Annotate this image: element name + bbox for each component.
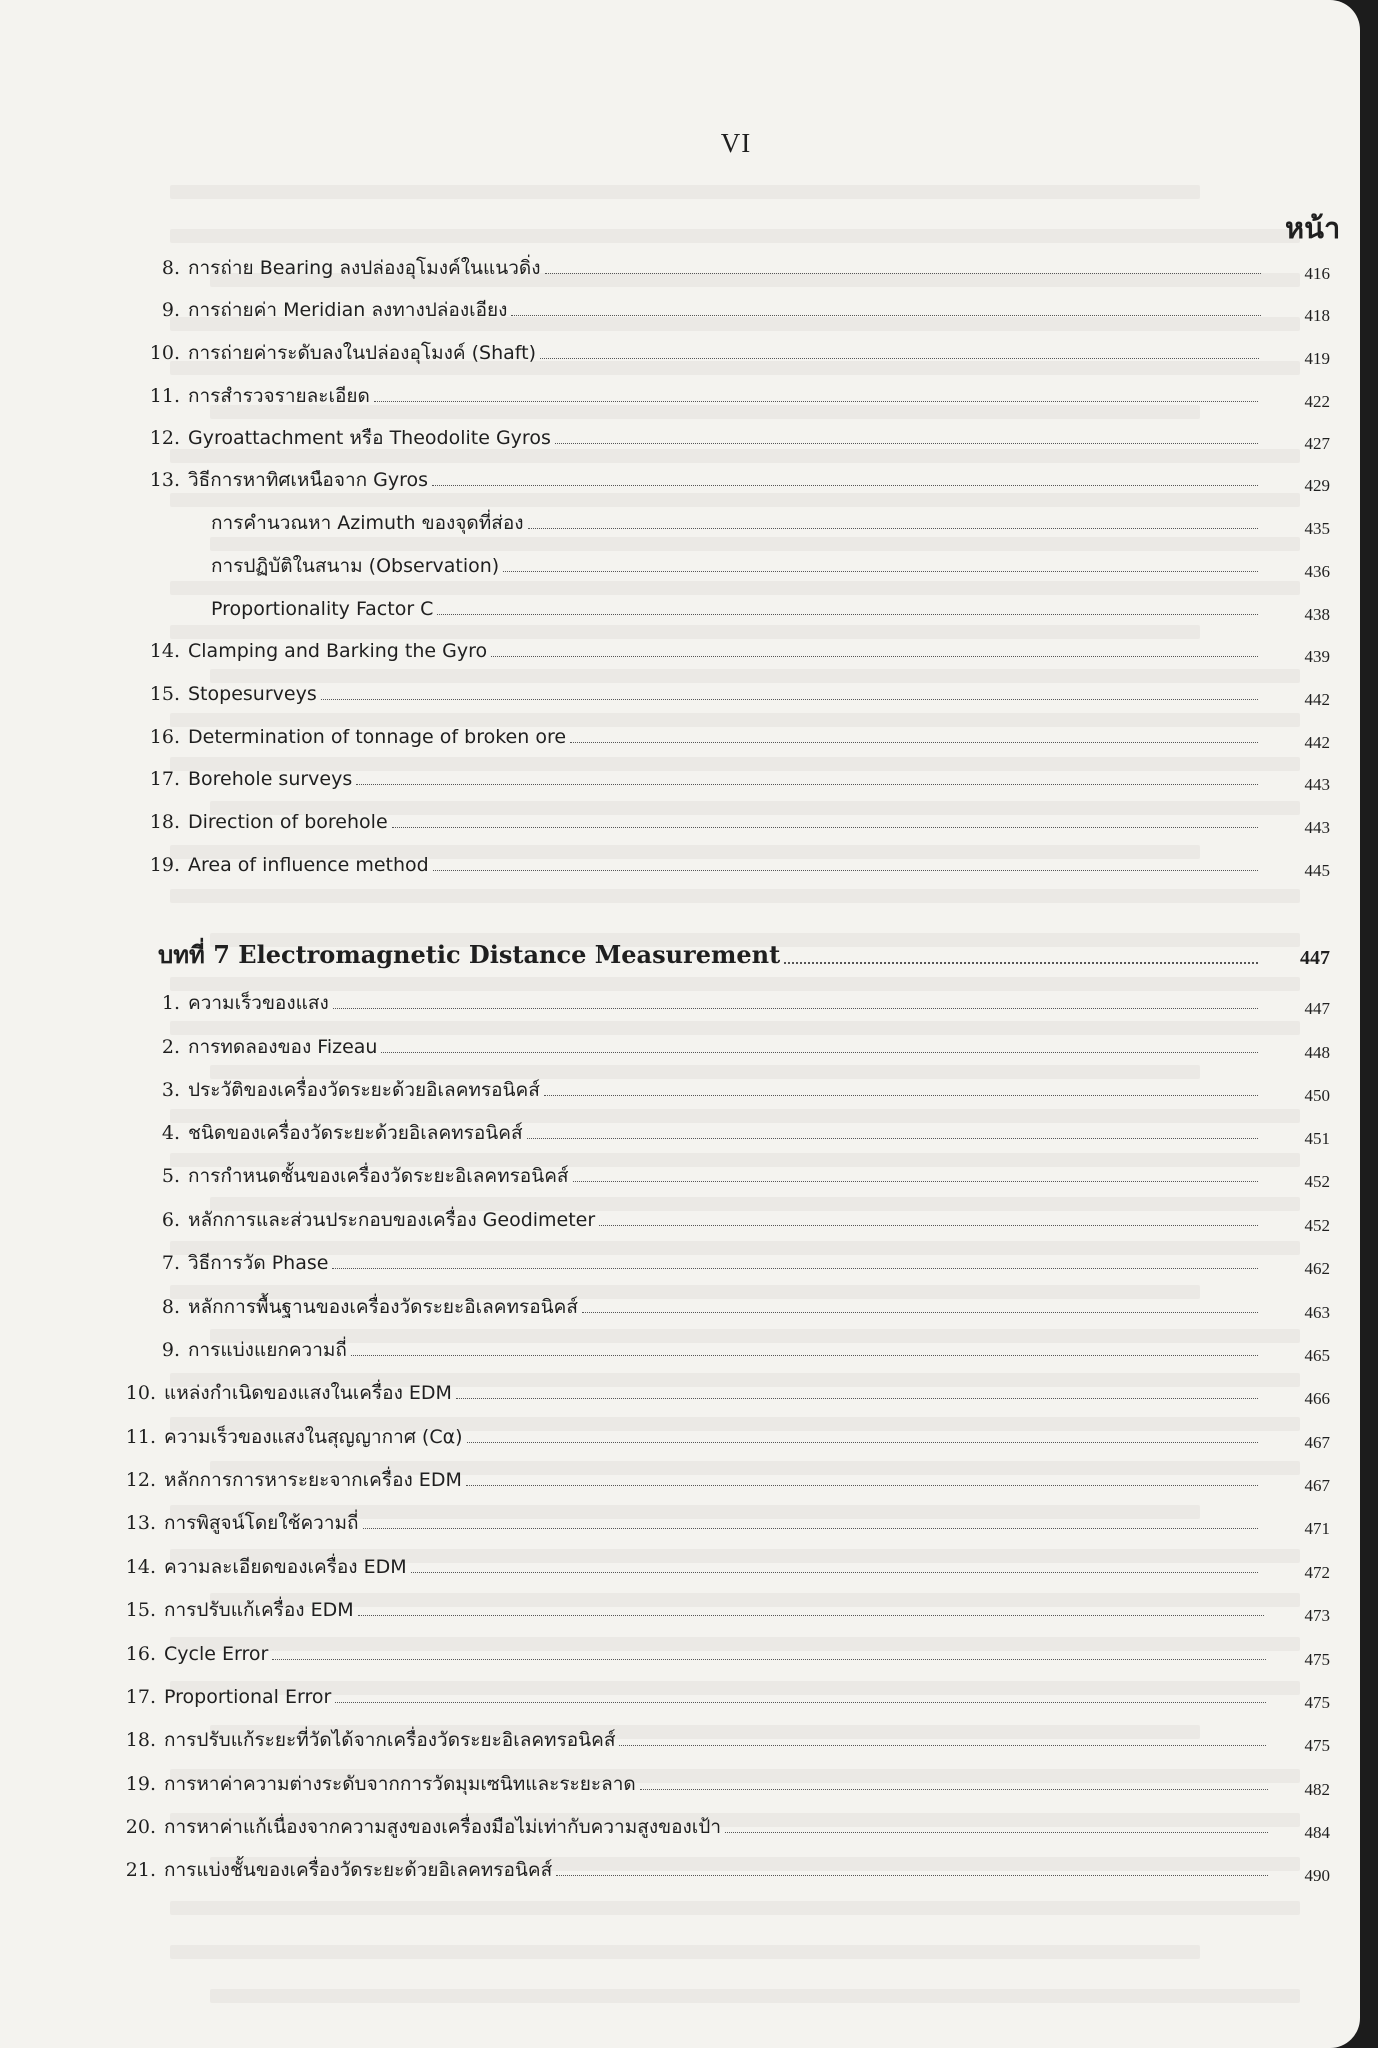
dot-leader	[381, 1052, 1258, 1053]
entry-page-number: 443	[1304, 818, 1330, 837]
entry-page-number: 427	[1304, 434, 1330, 453]
dot-leader	[356, 784, 1258, 785]
entry-number: 19.	[149, 854, 180, 876]
entry-page-number: 429	[1304, 476, 1330, 495]
entry-title: หลักการพื้นฐานของเครื่องวัดระยะอิเลคทรอนิคส์	[188, 1296, 578, 1318]
entry-number: 14.	[149, 640, 180, 662]
entry-number: 16.	[125, 1643, 156, 1665]
entry-page-number: 472	[1304, 1563, 1330, 1582]
entry-number: 18.	[149, 811, 180, 833]
entry-number: 7.	[161, 1252, 180, 1274]
entry-page-number: 452	[1304, 1216, 1330, 1235]
entry-title: การหาค่าความต่างระดับจากการวัดมุมเซนิทและระยะลาด	[164, 1773, 636, 1795]
dot-leader	[363, 1528, 1258, 1529]
dot-leader	[503, 571, 1258, 572]
entry-title: การปรับแก้ระยะที่วัดได้จากเครื่องวัดระยะอิเลคทรอนิคส์	[164, 1729, 616, 1751]
dot-leader	[456, 1398, 1258, 1399]
entry-title: ความเร็วของแสงในสุญญากาศ (Cα)	[164, 1426, 463, 1448]
toc-entry	[132, 378, 1262, 408]
entry-title: การพิสูจน์โดยใช้ความถี่	[164, 1512, 359, 1534]
entry-number: 5.	[161, 1165, 180, 1187]
entry-number: 11.	[149, 385, 180, 407]
toc-entry	[132, 250, 1265, 280]
toc-entry	[132, 761, 1262, 791]
entry-number: 16.	[149, 726, 180, 748]
dot-leader	[374, 401, 1258, 402]
entry-number: 13.	[149, 469, 180, 491]
entry-number: 10.	[149, 342, 180, 364]
entry-page-number: 471	[1304, 1519, 1330, 1538]
entry-title: Stopesurveys	[188, 683, 317, 705]
entry-number: 15.	[149, 683, 180, 705]
dot-leader	[332, 1268, 1258, 1269]
toc-entry	[132, 1029, 1262, 1059]
toc-entry	[108, 1636, 1270, 1666]
entry-number: 6.	[161, 1209, 180, 1231]
entry-number: 12.	[125, 1469, 156, 1491]
dot-leader	[437, 614, 1258, 615]
toc-entry	[108, 1809, 1272, 1839]
dot-leader	[582, 1312, 1258, 1313]
toc-entry	[108, 1679, 1270, 1709]
dot-leader	[411, 1572, 1258, 1573]
toc-entry	[132, 719, 1262, 749]
toc-entry	[132, 335, 1263, 365]
entry-page-number: 438	[1304, 605, 1330, 624]
toc-entry	[108, 1722, 1270, 1752]
entry-number: 12.	[149, 427, 180, 449]
toc-entry	[132, 1289, 1262, 1319]
dot-leader	[599, 1225, 1258, 1226]
entry-number: 17.	[125, 1686, 156, 1708]
entry-number: 15.	[125, 1599, 156, 1621]
toc-entry	[132, 985, 1262, 1015]
entry-title: Cycle Error	[164, 1643, 269, 1665]
entry-number: 14.	[125, 1556, 156, 1578]
toc-entry	[132, 420, 1262, 450]
entry-title: การกำหนดชั้นของเครื่องวัดระยะอิเลคทรอนิคส์	[188, 1165, 569, 1187]
toc-entry	[108, 1419, 1262, 1449]
dot-leader	[570, 742, 1258, 743]
dot-leader	[433, 870, 1258, 871]
dot-leader	[725, 1832, 1268, 1833]
dot-leader	[527, 1138, 1258, 1139]
entry-title: การปฏิบัติในสนาม (Observation)	[211, 555, 500, 577]
entry-page-number: 465	[1304, 1346, 1330, 1365]
entry-title: Borehole surveys	[188, 768, 353, 790]
toc-entry	[132, 1202, 1262, 1232]
entry-title: การทดลองของ Fizeau	[188, 1036, 378, 1058]
entry-title: การถ่าย Bearing ลงปล่องอุโมงค์ในแนวดิ่ง	[188, 257, 541, 279]
entry-page-number: 451	[1304, 1129, 1330, 1148]
entry-title: Area of influence method	[188, 854, 429, 876]
entry-number: 1.	[161, 992, 180, 1014]
entry-number: 10.	[125, 1382, 156, 1404]
dot-leader	[466, 1485, 1258, 1486]
entry-page-number: 416	[1304, 264, 1330, 283]
toc-entry	[108, 1766, 1272, 1796]
entry-title: การปรับแก้เครื่อง EDM	[164, 1599, 354, 1621]
toc-entry	[108, 1505, 1262, 1535]
dot-leader	[640, 1789, 1268, 1790]
entry-title: Determination of tonnage of broken ore	[188, 726, 567, 748]
dot-leader	[335, 1702, 1266, 1703]
entry-page-number: 447	[1304, 999, 1330, 1018]
entry-number: 8.	[161, 1296, 180, 1318]
toc-entry	[155, 505, 1262, 535]
entry-page-number: 475	[1304, 1650, 1330, 1669]
entry-number: 9.	[161, 1339, 180, 1361]
dot-leader	[784, 962, 1258, 964]
entry-title: แหล่งกำเนิดของแสงในเครื่อง EDM	[164, 1382, 452, 1404]
entry-number: 2.	[161, 1036, 180, 1058]
entry-page-number: 422	[1304, 392, 1330, 411]
entry-title: ความละเอียดของเครื่อง EDM	[164, 1556, 407, 1578]
entry-title: ความเร็วของแสง	[188, 992, 329, 1014]
entry-number: 8.	[161, 257, 180, 279]
dot-leader	[358, 1615, 1264, 1616]
entry-title: Direction of borehole	[188, 811, 388, 833]
entry-number: 11.	[125, 1426, 156, 1448]
toc-entry	[108, 1852, 1272, 1882]
entry-number: 9.	[161, 299, 180, 321]
entry-title: การถ่ายค่า Meridian ลงทางปล่องเอียง	[188, 299, 508, 321]
entry-page-number: 436	[1304, 562, 1330, 581]
toc-entry	[132, 1332, 1262, 1362]
entry-number: 20.	[125, 1816, 156, 1838]
entry-page-number: 450	[1304, 1086, 1330, 1105]
entry-number: 13.	[125, 1512, 156, 1534]
entry-title: ประวัติของเครื่องวัดระยะด้วยอิเลคทรอนิคส์	[188, 1079, 540, 1101]
entry-title: Gyroattachment หรือ Theodolite Gyros	[188, 427, 551, 449]
entry-page-number: 482	[1304, 1780, 1330, 1799]
dot-leader	[351, 1355, 1258, 1356]
entry-page-number: 452	[1304, 1172, 1330, 1191]
entry-title: Clamping and Barking the Gyro	[188, 640, 488, 662]
entry-page-number: 467	[1304, 1476, 1330, 1495]
dot-leader	[545, 273, 1261, 274]
dot-leader	[491, 656, 1258, 657]
dot-leader	[556, 1875, 1268, 1876]
chapter-heading	[158, 940, 1262, 970]
entry-title: Proportional Error	[164, 1686, 332, 1708]
entry-page-number: 467	[1304, 1433, 1330, 1452]
toc-entry	[132, 1115, 1262, 1145]
entry-page-number: 419	[1304, 349, 1330, 368]
entry-title: หลักการการหาระยะจากเครื่อง EDM	[164, 1469, 462, 1491]
toc-entry	[132, 1072, 1262, 1102]
dot-leader	[511, 315, 1261, 316]
entry-page-number: 443	[1304, 775, 1330, 794]
entry-title: วิธีการหาทิศเหนือจาก Gyros	[188, 469, 429, 491]
entry-page-number: 418	[1304, 306, 1330, 325]
entry-title: ชนิดของเครื่องวัดระยะด้วยอิเลคทรอนิคส์	[188, 1122, 523, 1144]
toc-entry	[108, 1549, 1262, 1579]
chapter-page-number: 447	[1300, 947, 1330, 969]
dot-leader	[333, 1008, 1258, 1009]
entry-title: การถ่ายค่าระดับลงในปล่องอุโมงค์ (Shaft)	[188, 342, 536, 364]
entry-title: การสำรวจรายละเอียด	[188, 385, 370, 407]
page-numeral: VI	[720, 128, 752, 158]
entry-page-number: 448	[1304, 1043, 1330, 1062]
entry-title: Proportionality Factor C	[211, 598, 434, 620]
entry-title: การคำนวณหา Azimuth ของจุดที่ส่อง	[211, 512, 524, 534]
dot-leader	[619, 1745, 1266, 1746]
entry-title: การหาค่าแก้เนื่องจากความสูงของเครื่องมือไม่เท่ากับความสูงของเป้า	[164, 1816, 722, 1838]
dot-leader	[432, 485, 1258, 486]
entry-page-number: 435	[1304, 519, 1330, 538]
page-column-header: หน้า	[1285, 211, 1341, 245]
entry-title: หลักการและส่วนประกอบของเครื่อง Geodimeter	[188, 1209, 596, 1231]
dot-leader	[272, 1659, 1266, 1660]
entry-page-number: 442	[1304, 690, 1330, 709]
toc-entry	[155, 591, 1262, 621]
entry-page-number: 475	[1304, 1693, 1330, 1712]
toc-entry	[108, 1592, 1268, 1622]
entry-page-number: 463	[1304, 1303, 1330, 1322]
dot-leader	[467, 1442, 1258, 1443]
dot-leader	[528, 528, 1258, 529]
entry-number: 21.	[125, 1859, 156, 1881]
toc-entry	[132, 633, 1262, 663]
toc-entry	[132, 847, 1262, 877]
entry-page-number: 466	[1304, 1389, 1330, 1408]
dot-leader	[321, 699, 1258, 700]
entry-number: 4.	[161, 1122, 180, 1144]
chapter-title: บทที่ 7 Electromagnetic Distance Measurement	[158, 940, 781, 969]
toc-entry	[155, 548, 1262, 578]
toc-entry	[132, 804, 1262, 834]
dot-leader	[540, 358, 1259, 359]
entry-page-number: 473	[1304, 1606, 1330, 1625]
toc-entry	[132, 1245, 1262, 1275]
entry-page-number: 475	[1304, 1736, 1330, 1755]
toc-entry	[132, 292, 1265, 322]
entry-number: 17.	[149, 768, 180, 790]
entry-title: การแบ่งแยกความถี่	[188, 1339, 347, 1361]
entry-page-number: 462	[1304, 1259, 1330, 1278]
entry-page-number: 445	[1304, 861, 1330, 880]
dot-leader	[544, 1095, 1258, 1096]
entry-title: วิธีการวัด Phase	[188, 1252, 329, 1274]
toc-entry	[132, 676, 1262, 706]
entry-number: 19.	[125, 1773, 156, 1795]
toc-entry	[132, 1158, 1262, 1188]
entry-page-number: 484	[1304, 1823, 1330, 1842]
dot-leader	[555, 443, 1258, 444]
toc-entry	[108, 1462, 1262, 1492]
entry-number: 18.	[125, 1729, 156, 1751]
entry-page-number: 442	[1304, 733, 1330, 752]
entry-page-number: 439	[1304, 647, 1330, 666]
entry-page-number: 490	[1304, 1866, 1330, 1885]
dot-leader	[392, 827, 1258, 828]
toc-entry	[132, 462, 1262, 492]
dot-leader	[573, 1181, 1258, 1182]
entry-number: 3.	[161, 1079, 180, 1101]
toc-entry	[108, 1375, 1262, 1405]
entry-title: การแบ่งชั้นของเครื่องวัดระยะด้วยอิเลคทรอนิคส์	[164, 1859, 553, 1881]
